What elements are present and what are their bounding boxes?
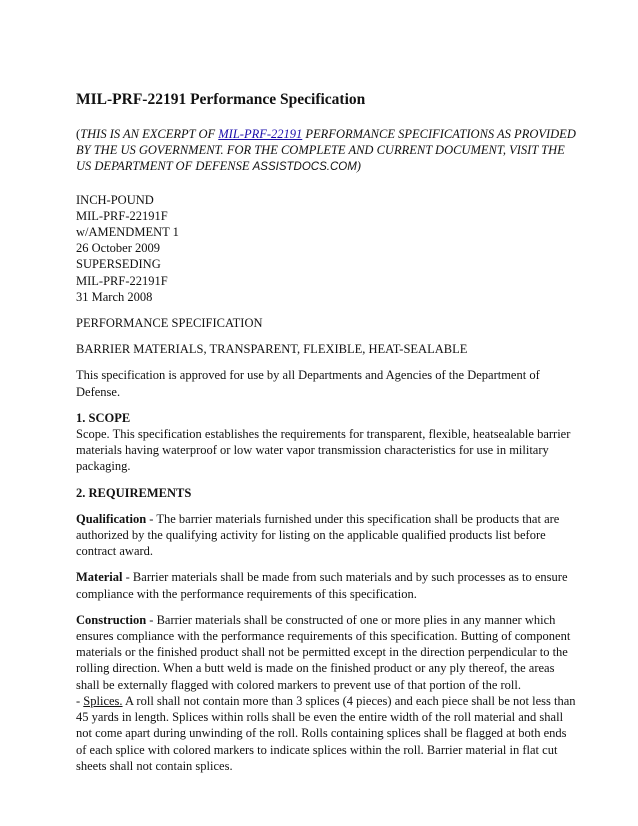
excerpt-note (76, 126, 578, 176)
header-line: w/AMENDMENT 1 (76, 225, 179, 240)
document-title: MIL-PRF-22191 Performance Specification (76, 91, 366, 108)
construction-text: - Barrier materials shall be constructed of one or more plies in any manner which ensures compliance with the performance requirements of this specification. Butting of component materials or the finished product shall not be permitted except in the direction perpendicular to the rolling direction. When a butt weld is made on the finished product or any ply thereof, the areas shall be externally flagged with colored markers to prevent use of that portion of the roll. (76, 612, 571, 692)
qualification-paragraph (76, 511, 578, 560)
material-paragraph (76, 569, 578, 601)
assistdocs-site: ASSISTDOCS.COM (252, 161, 357, 174)
header-lines (76, 192, 578, 305)
header-line: 31 March 2008 (76, 289, 153, 304)
construction-paragraph (76, 612, 578, 693)
excerpt-text-1: THIS IS AN EXCERPT OF (80, 127, 219, 141)
header-line: INCH-POUND (76, 192, 154, 207)
approval-statement: This specification is approved for use by all Departments and Agencies of the Department of Defense. (76, 368, 540, 399)
subject-line: BARRIER MATERIALS, TRANSPARENT, FLEXIBLE, HEAT-SEALABLE (76, 342, 468, 357)
excerpt-open-paren: ( (76, 127, 81, 141)
scope-section (76, 410, 578, 475)
excerpt-close-paren: ) (356, 159, 361, 174)
qualification-text: - The barrier materials furnished under this specification shall be products that are authorized by the qualifying activity for listing on the applicable qualified products list before contract award. (76, 511, 560, 559)
header-line: SUPERSEDING (76, 257, 161, 272)
header-line: 26 October 2009 (76, 241, 161, 256)
scope-heading: 1. SCOPE (76, 410, 131, 425)
splices-prefix: - (76, 693, 84, 708)
splices-text: A roll shall not contain more than 3 splices (4 pieces) and each piece shall be not less than 45 yards in length. Splices within rolls shall be even the entire width of the roll material and shall not come apart during unwinding of the roll. Rolls containing splices shall be flagged at both ends of each splice with colored markers to indicate splices within the roll. Barrier material in flat cut sheets shall not contain splices. (76, 693, 576, 773)
qualification-label: Qualification (76, 511, 147, 526)
material-label: Material (76, 570, 123, 585)
splices-label: Splices. (83, 693, 123, 708)
construction-label: Construction (76, 612, 147, 627)
performance-spec-label: PERFORMANCE SPECIFICATION (76, 316, 263, 331)
mil-prf-link[interactable]: MIL-PRF-22191 (218, 127, 303, 141)
scope-text: Scope. This specification establishes the requirements for transparent, flexible, heatsealable barrier materials having waterproof or low water vapor transmission characteristics for use in military packaging. (76, 427, 571, 474)
excerpt-text-2: PERFORMANCE SPECIFICATIONS AS PROVIDED BY THE US GOVERNMENT. FOR THE COMPLETE AND CURRENT DOCUMENT, VISIT THE US DEPARTMENT OF DEFENSE (76, 127, 576, 174)
material-text: - Barrier materials shall be made from such materials and by such processes as to ensure compliance with the performance requirements of this specification. (76, 570, 568, 601)
splices-paragraph (76, 693, 578, 774)
header-line: MIL-PRF-22191F (76, 208, 168, 223)
requirements-heading: 2. REQUIREMENTS (76, 485, 192, 500)
header-line: MIL-PRF-22191F (76, 273, 168, 288)
